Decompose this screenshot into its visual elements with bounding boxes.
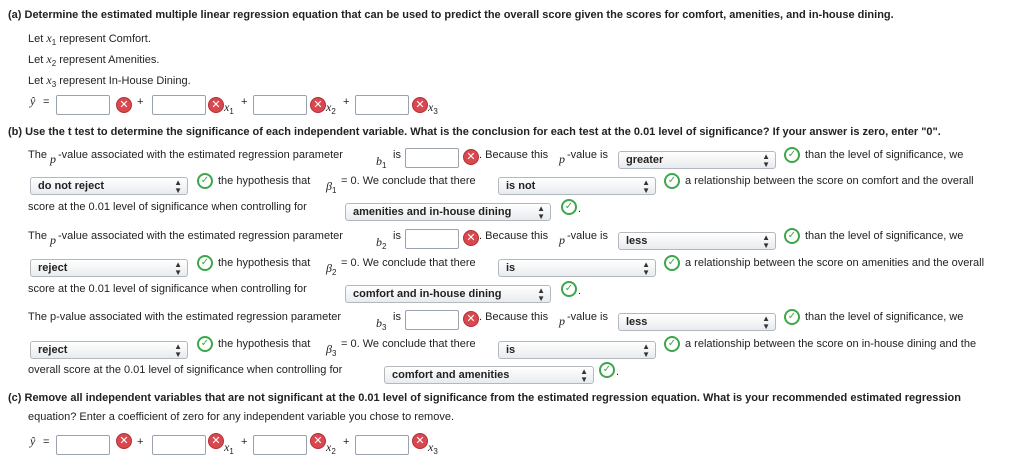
x2-label: $x_2$ (326, 100, 336, 116)
pvalue-b3-input[interactable] (405, 310, 459, 330)
check-circle-icon: ✓ (561, 281, 577, 297)
let-x1-text: Let $x_1$ represent Comfort. (28, 31, 151, 47)
check-circle-icon: ✓ (784, 228, 800, 244)
plus-sign: + (343, 436, 350, 448)
plus-sign: + (241, 96, 248, 108)
coef-x1-input-a[interactable] (152, 95, 206, 115)
plus-sign: + (241, 436, 248, 448)
x1-label: $x_1$ (224, 100, 234, 116)
control-b2-select[interactable]: comfort and in-house dining ▲ ▼ (345, 285, 551, 303)
x-circle-icon: ✕ (208, 97, 224, 113)
there-b2-select[interactable]: is ▲ ▼ (498, 259, 656, 277)
x2-label: $x_2$ (326, 440, 336, 456)
part-c-heading-line2: equation? Enter a coefficient of zero for any independent variable you chose to remove. (28, 411, 455, 423)
coef-x1-input-c[interactable] (152, 435, 206, 455)
x1-label: $x_1$ (224, 440, 234, 456)
part-c-heading: (c) Remove all independent variables that are not significant at the 0.01 level of significance from the estimated regression equation. What is your recommended estimated regression (8, 392, 961, 404)
check-circle-icon: ✓ (197, 255, 213, 271)
coef-x2-input-a[interactable] (253, 95, 307, 115)
there-b3-select[interactable]: is ▲ ▼ (498, 341, 656, 359)
x-circle-icon: ✕ (463, 311, 479, 327)
x-circle-icon: ✕ (310, 97, 326, 113)
x-circle-icon: ✕ (463, 149, 479, 165)
compare-b3-select[interactable]: less ▲ ▼ (618, 313, 776, 331)
decision-b1-select[interactable]: do not reject ▲ ▼ (30, 177, 188, 195)
check-circle-icon: ✓ (664, 336, 680, 352)
x3-label: $x_3$ (428, 440, 438, 456)
intercept-input-a[interactable] (56, 95, 110, 115)
check-circle-icon: ✓ (664, 255, 680, 271)
check-circle-icon: ✓ (197, 336, 213, 352)
decision-b3-select[interactable]: reject ▲ ▼ (30, 341, 188, 359)
coef-x2-input-c[interactable] (253, 435, 307, 455)
y-hat-symbol: ŷ (30, 94, 36, 108)
plus-sign: + (343, 96, 350, 108)
x-circle-icon: ✕ (310, 433, 326, 449)
check-circle-icon: ✓ (599, 362, 615, 378)
plus-sign: + (137, 436, 144, 448)
x-circle-icon: ✕ (208, 433, 224, 449)
equals-sign: = (43, 96, 50, 108)
plus-sign: + (137, 96, 144, 108)
there-b1-select[interactable]: is not ▲ ▼ (498, 177, 656, 195)
control-b3-select[interactable]: comfort and amenities ▲ ▼ (384, 366, 594, 384)
compare-b2-select[interactable]: less ▲ ▼ (618, 232, 776, 250)
pvalue-b2-input[interactable] (405, 229, 459, 249)
intercept-input-c[interactable] (56, 435, 110, 455)
pvalue-b1-input[interactable] (405, 148, 459, 168)
x-circle-icon: ✕ (463, 230, 479, 246)
let-x3-text: Let $x_3$ represent In-House Dining. (28, 73, 191, 89)
x-circle-icon: ✕ (116, 433, 132, 449)
equals-sign: = (43, 436, 50, 448)
part-a-heading: (a) Determine the estimated multiple linear regression equation that can be used to predict the overall score given the scores for comfort, amenities, and in-house dining. (8, 9, 894, 21)
check-circle-icon: ✓ (784, 309, 800, 325)
control-b1-select[interactable]: amenities and in-house dining ▲ ▼ (345, 203, 551, 221)
x-circle-icon: ✕ (412, 433, 428, 449)
x-circle-icon: ✕ (412, 97, 428, 113)
x-circle-icon: ✕ (116, 97, 132, 113)
compare-b1-select[interactable]: greater ▲ ▼ (618, 151, 776, 169)
check-circle-icon: ✓ (197, 173, 213, 189)
check-circle-icon: ✓ (784, 147, 800, 163)
check-circle-icon: ✓ (561, 199, 577, 215)
check-circle-icon: ✓ (664, 173, 680, 189)
y-hat-symbol: ŷ (30, 434, 36, 448)
x3-label: $x_3$ (428, 100, 438, 116)
decision-b2-select[interactable]: reject ▲ ▼ (30, 259, 188, 277)
coef-x3-input-a[interactable] (355, 95, 409, 115)
part-b-heading: (b) Use the t test to determine the significance of each independent variable. What is the conclusion for each test at the 0.01 level of significance? If your answer is zero, enter "0". (8, 126, 941, 138)
coef-x3-input-c[interactable] (355, 435, 409, 455)
let-x2-text: Let $x_2$ represent Amenities. (28, 52, 160, 68)
